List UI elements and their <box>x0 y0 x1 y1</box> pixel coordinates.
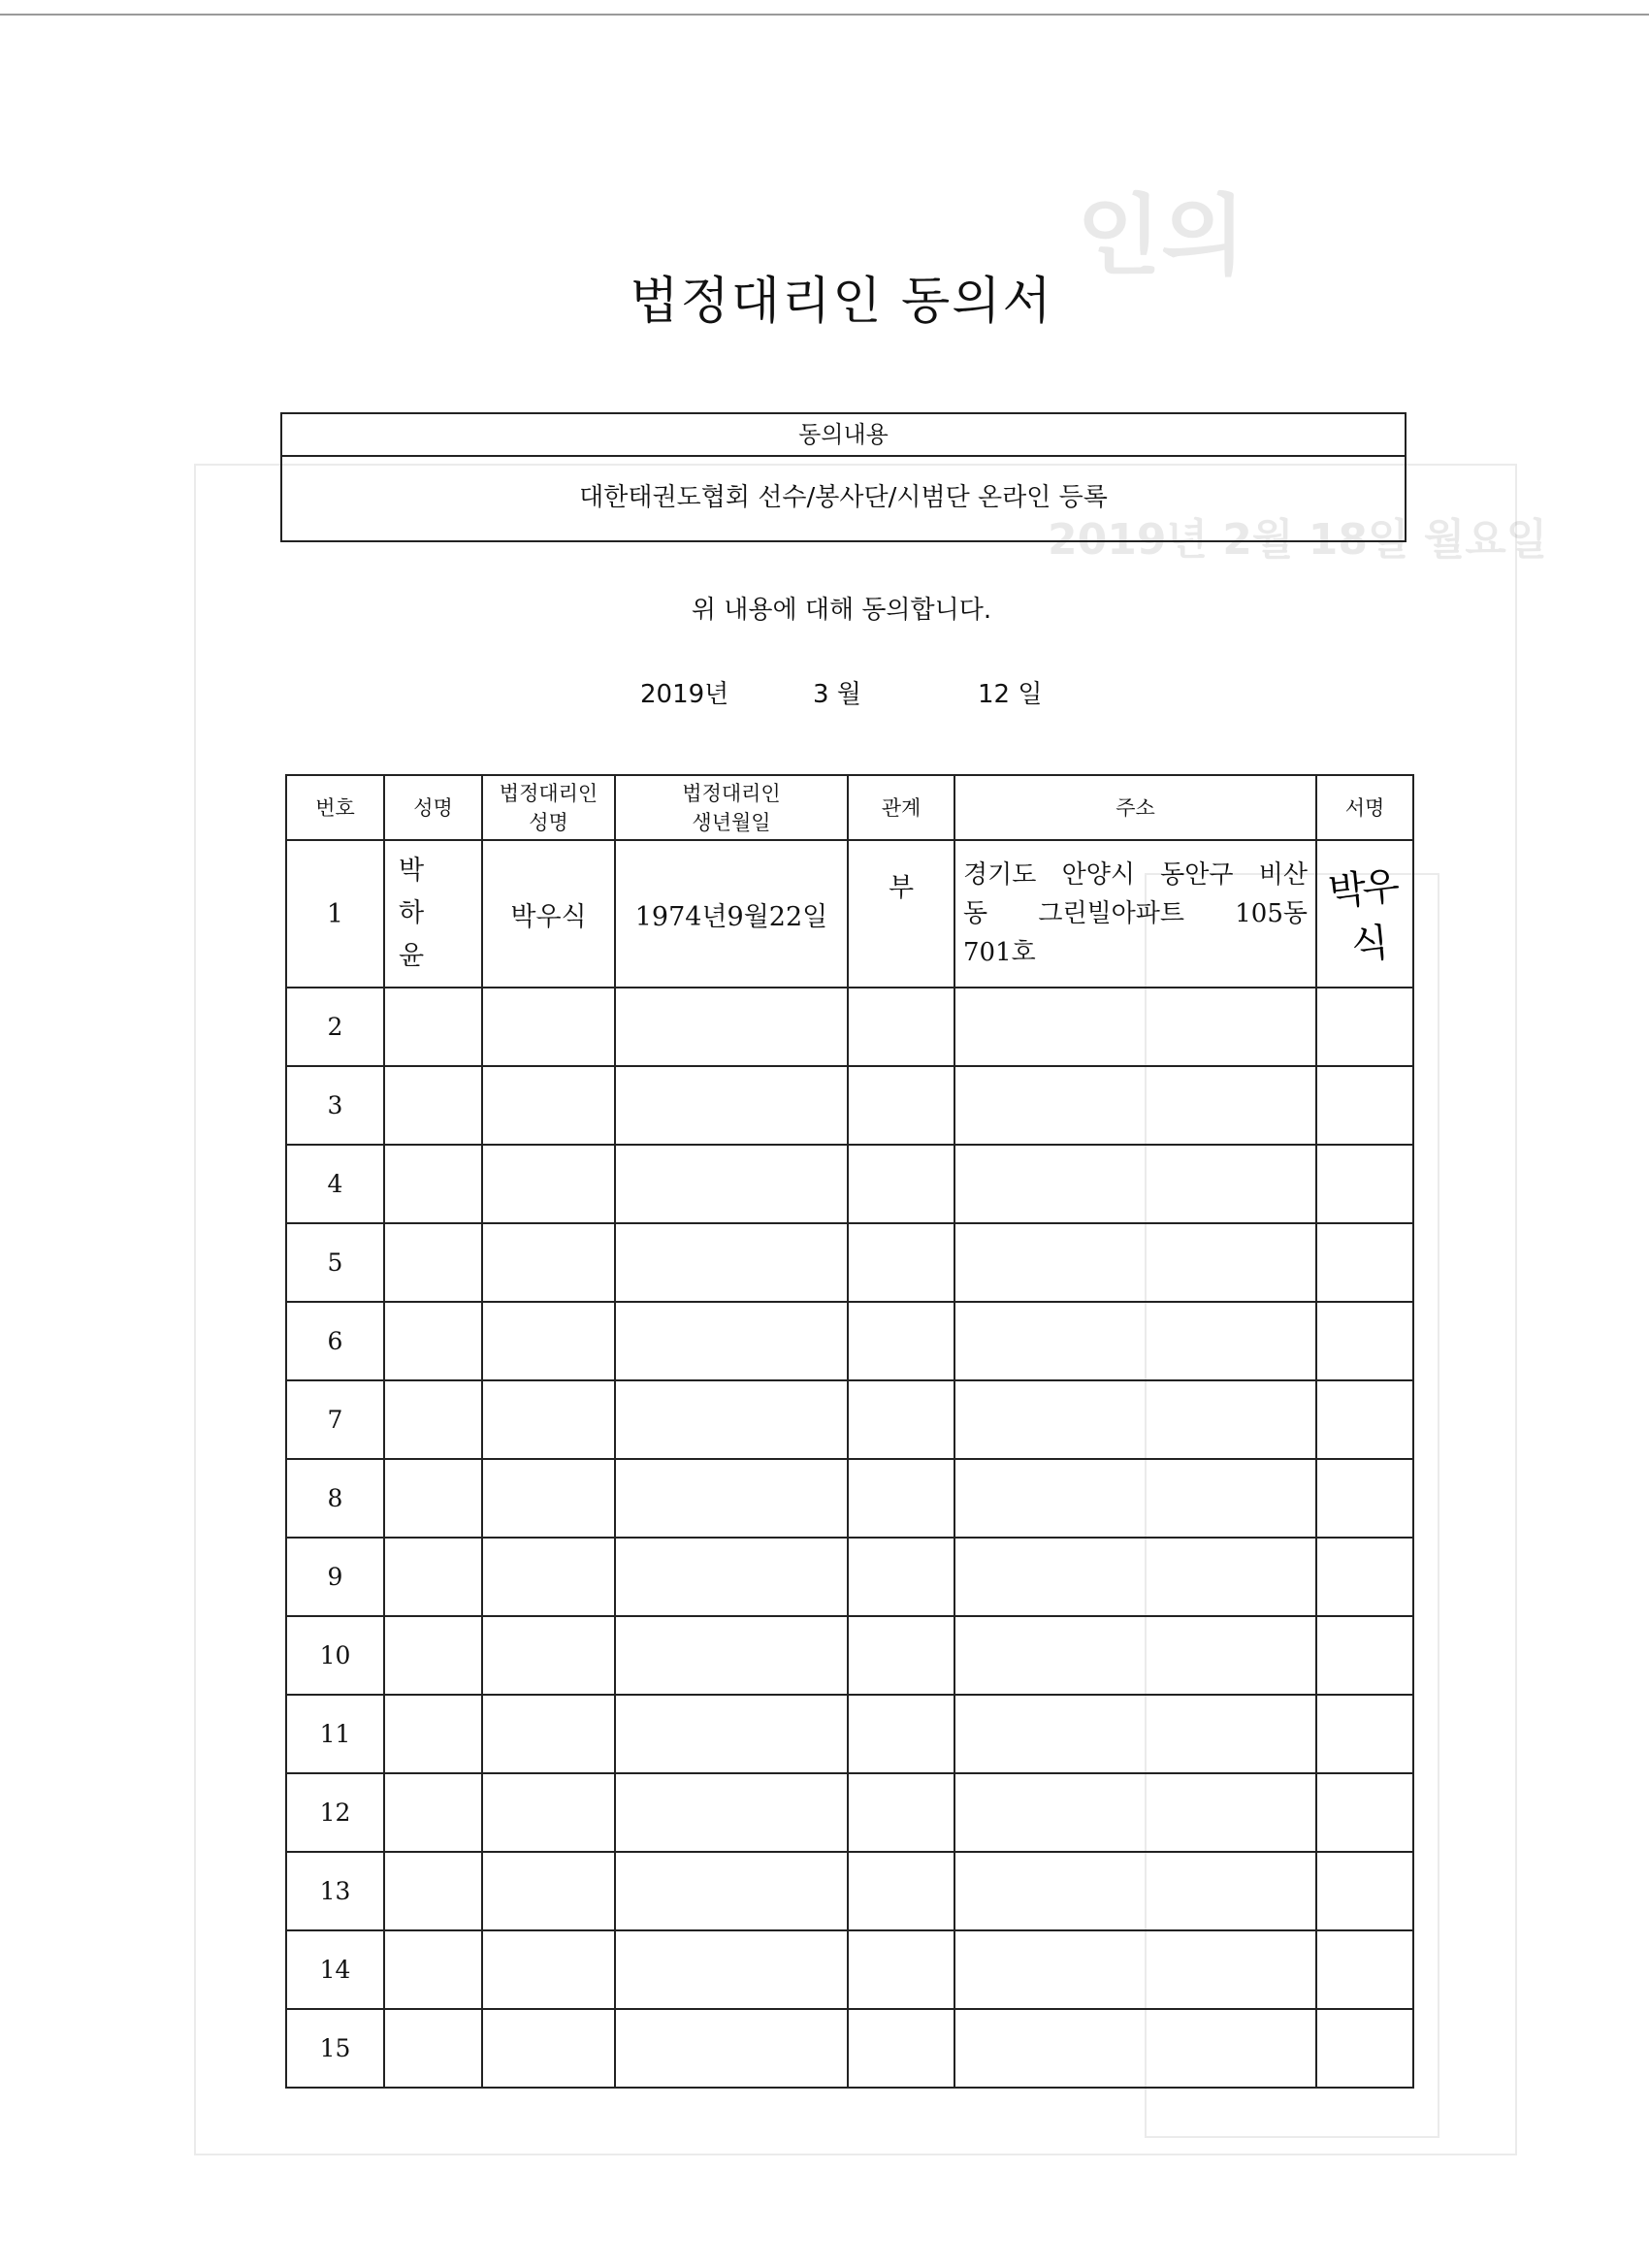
cell-no: 11 <box>286 1695 384 1773</box>
cell-name <box>384 2009 482 2088</box>
table-row <box>286 1930 1413 2009</box>
cell-name <box>384 1773 482 1852</box>
cell-address <box>954 1773 1316 1852</box>
cell-guardian-birth <box>615 2009 848 2088</box>
cell-address <box>954 988 1316 1066</box>
table-row <box>286 1538 1413 1616</box>
cell-address <box>954 840 1316 988</box>
cell-signature <box>1316 2009 1413 2088</box>
cell-address <box>954 1852 1316 1930</box>
cell-guardian-name <box>482 1223 615 1302</box>
cell-name <box>384 1066 482 1145</box>
table-row <box>286 1145 1413 1223</box>
cell-relation <box>848 1145 954 1223</box>
cell-name <box>384 1459 482 1538</box>
cell-relation <box>848 1930 954 2009</box>
cell-guardian-birth <box>615 1380 848 1459</box>
cell-signature <box>1316 1773 1413 1852</box>
cell-address <box>954 1459 1316 1538</box>
cell-address <box>954 1616 1316 1695</box>
cell-guardian-birth <box>615 1302 848 1380</box>
header-name: 성명 <box>384 775 482 840</box>
cell-signature <box>1316 1380 1413 1459</box>
cell-relation <box>848 1223 954 1302</box>
cell-no: 3 <box>286 1066 384 1145</box>
cell-no: 15 <box>286 2009 384 2088</box>
cell-guardian-name <box>482 1695 615 1773</box>
cell-guardian-name <box>482 1380 615 1459</box>
cell-guardian-name <box>482 2009 615 2088</box>
cell-guardian-birth <box>615 1066 848 1145</box>
cell-relation <box>848 1852 954 1930</box>
handwritten-signature: 박우식 <box>1326 863 1399 969</box>
consent-content: 대한태권도협회 선수/봉사단/시범단 온라인 등록 <box>579 483 1108 512</box>
cell-guardian-birth <box>615 1223 848 1302</box>
cell-signature <box>1316 1302 1413 1380</box>
cell-name <box>384 1380 482 1459</box>
table-row <box>286 1852 1413 1930</box>
cell-guardian-name: 박우식 <box>482 840 615 988</box>
cell-guardian-name <box>482 1538 615 1616</box>
consent-header: 동의내용 <box>282 414 1405 457</box>
cell-relation <box>848 1538 954 1616</box>
cell-no: 1 <box>286 840 384 988</box>
table-row <box>286 1223 1413 1302</box>
consent-box <box>280 412 1406 542</box>
agreement-statement: 위 내용에 대해 동의합니다. <box>691 596 992 625</box>
table-row <box>286 1302 1413 1380</box>
cell-signature <box>1316 840 1413 988</box>
cell-guardian-birth <box>615 1538 848 1616</box>
header-relation: 관계 <box>848 775 954 840</box>
cell-relation <box>848 2009 954 2088</box>
cell-guardian-birth <box>615 1773 848 1852</box>
cell-no: 8 <box>286 1459 384 1538</box>
cell-name <box>384 1223 482 1302</box>
cell-address <box>954 1538 1316 1616</box>
cell-relation: 부 <box>848 840 954 988</box>
date-day: 12 일 <box>978 680 1043 709</box>
cell-guardian-birth <box>615 988 848 1066</box>
cell-guardian-birth: 1974년9월22일 <box>615 840 848 988</box>
cell-address <box>954 1302 1316 1380</box>
cell-guardian-name <box>482 1773 615 1852</box>
cell-no: 13 <box>286 1852 384 1930</box>
cell-signature <box>1316 1066 1413 1145</box>
cell-name: 박하윤 <box>384 840 482 988</box>
table-row <box>286 988 1413 1066</box>
bleed-through-text: 2019년 2월 18일 월요일 <box>1048 515 1548 565</box>
table-header-row <box>286 775 1413 840</box>
cell-no: 6 <box>286 1302 384 1380</box>
cell-relation <box>848 1695 954 1773</box>
cell-guardian-birth <box>615 1459 848 1538</box>
table-row <box>286 1695 1413 1773</box>
cell-guardian-name <box>482 1459 615 1538</box>
cell-no: 7 <box>286 1380 384 1459</box>
cell-guardian-name <box>482 988 615 1066</box>
date-year: 2019년 <box>640 680 729 709</box>
cell-signature <box>1316 1695 1413 1773</box>
date-month: 3 월 <box>813 680 861 709</box>
cell-guardian-name <box>482 1616 615 1695</box>
table-row <box>286 1066 1413 1145</box>
cell-relation <box>848 1616 954 1695</box>
table-row <box>286 1773 1413 1852</box>
cell-address <box>954 1380 1316 1459</box>
cell-signature <box>1316 1223 1413 1302</box>
cell-guardian-birth <box>615 1852 848 1930</box>
cell-guardian-name <box>482 1930 615 2009</box>
cell-guardian-birth <box>615 1616 848 1695</box>
guardian-table <box>285 774 1414 2089</box>
cell-relation <box>848 1380 954 1459</box>
cell-name <box>384 1930 482 2009</box>
cell-guardian-birth <box>615 1930 848 2009</box>
cell-name <box>384 1302 482 1380</box>
address-line: 동 그린빌아파트 105동 <box>963 899 1308 928</box>
cell-no: 12 <box>286 1773 384 1852</box>
cell-address <box>954 1066 1316 1145</box>
cell-relation <box>848 988 954 1066</box>
cell-guardian-name <box>482 1302 615 1380</box>
cell-signature <box>1316 1852 1413 1930</box>
cell-name <box>384 1616 482 1695</box>
cell-guardian-birth <box>615 1695 848 1773</box>
cell-no: 2 <box>286 988 384 1066</box>
cell-name <box>384 1695 482 1773</box>
cell-address <box>954 1695 1316 1773</box>
cell-relation <box>848 1773 954 1852</box>
cell-relation <box>848 1302 954 1380</box>
cell-name <box>384 1852 482 1930</box>
table-row <box>286 840 1413 988</box>
cell-relation <box>848 1459 954 1538</box>
scan-edge <box>0 0 1649 16</box>
cell-no: 9 <box>286 1538 384 1616</box>
cell-address <box>954 2009 1316 2088</box>
cell-no: 4 <box>286 1145 384 1223</box>
header-signature: 서명 <box>1316 775 1413 840</box>
cell-no: 14 <box>286 1930 384 2009</box>
cell-no: 10 <box>286 1616 384 1695</box>
header-guardian-birth: 법정대리인 생년월일 <box>615 775 848 840</box>
address-line: 경기도 안양시 동안구 비산 <box>963 860 1308 890</box>
cell-signature <box>1316 1145 1413 1223</box>
address-line: 701호 <box>963 938 1036 967</box>
cell-name <box>384 1538 482 1616</box>
table-row <box>286 1380 1413 1459</box>
cell-signature <box>1316 1616 1413 1695</box>
cell-address <box>954 1145 1316 1223</box>
cell-signature <box>1316 1538 1413 1616</box>
cell-signature <box>1316 988 1413 1066</box>
table-row <box>286 2009 1413 2088</box>
cell-name <box>384 1145 482 1223</box>
cell-signature <box>1316 1459 1413 1538</box>
table-row <box>286 1616 1413 1695</box>
cell-guardian-birth <box>615 1145 848 1223</box>
cell-guardian-name <box>482 1852 615 1930</box>
table-row <box>286 1459 1413 1538</box>
cell-signature <box>1316 1930 1413 2009</box>
cell-address <box>954 1930 1316 2009</box>
bleed-through-text: 인의 <box>1077 185 1245 287</box>
cell-guardian-name <box>482 1145 615 1223</box>
cell-no: 5 <box>286 1223 384 1302</box>
page-title: 법정대리인 동의서 <box>630 273 1053 331</box>
header-address: 주소 <box>954 775 1316 840</box>
header-no: 번호 <box>286 775 384 840</box>
cell-relation <box>848 1066 954 1145</box>
cell-address <box>954 1223 1316 1302</box>
cell-guardian-name <box>482 1066 615 1145</box>
cell-name <box>384 988 482 1066</box>
header-guardian-name: 법정대리인 성명 <box>482 775 615 840</box>
